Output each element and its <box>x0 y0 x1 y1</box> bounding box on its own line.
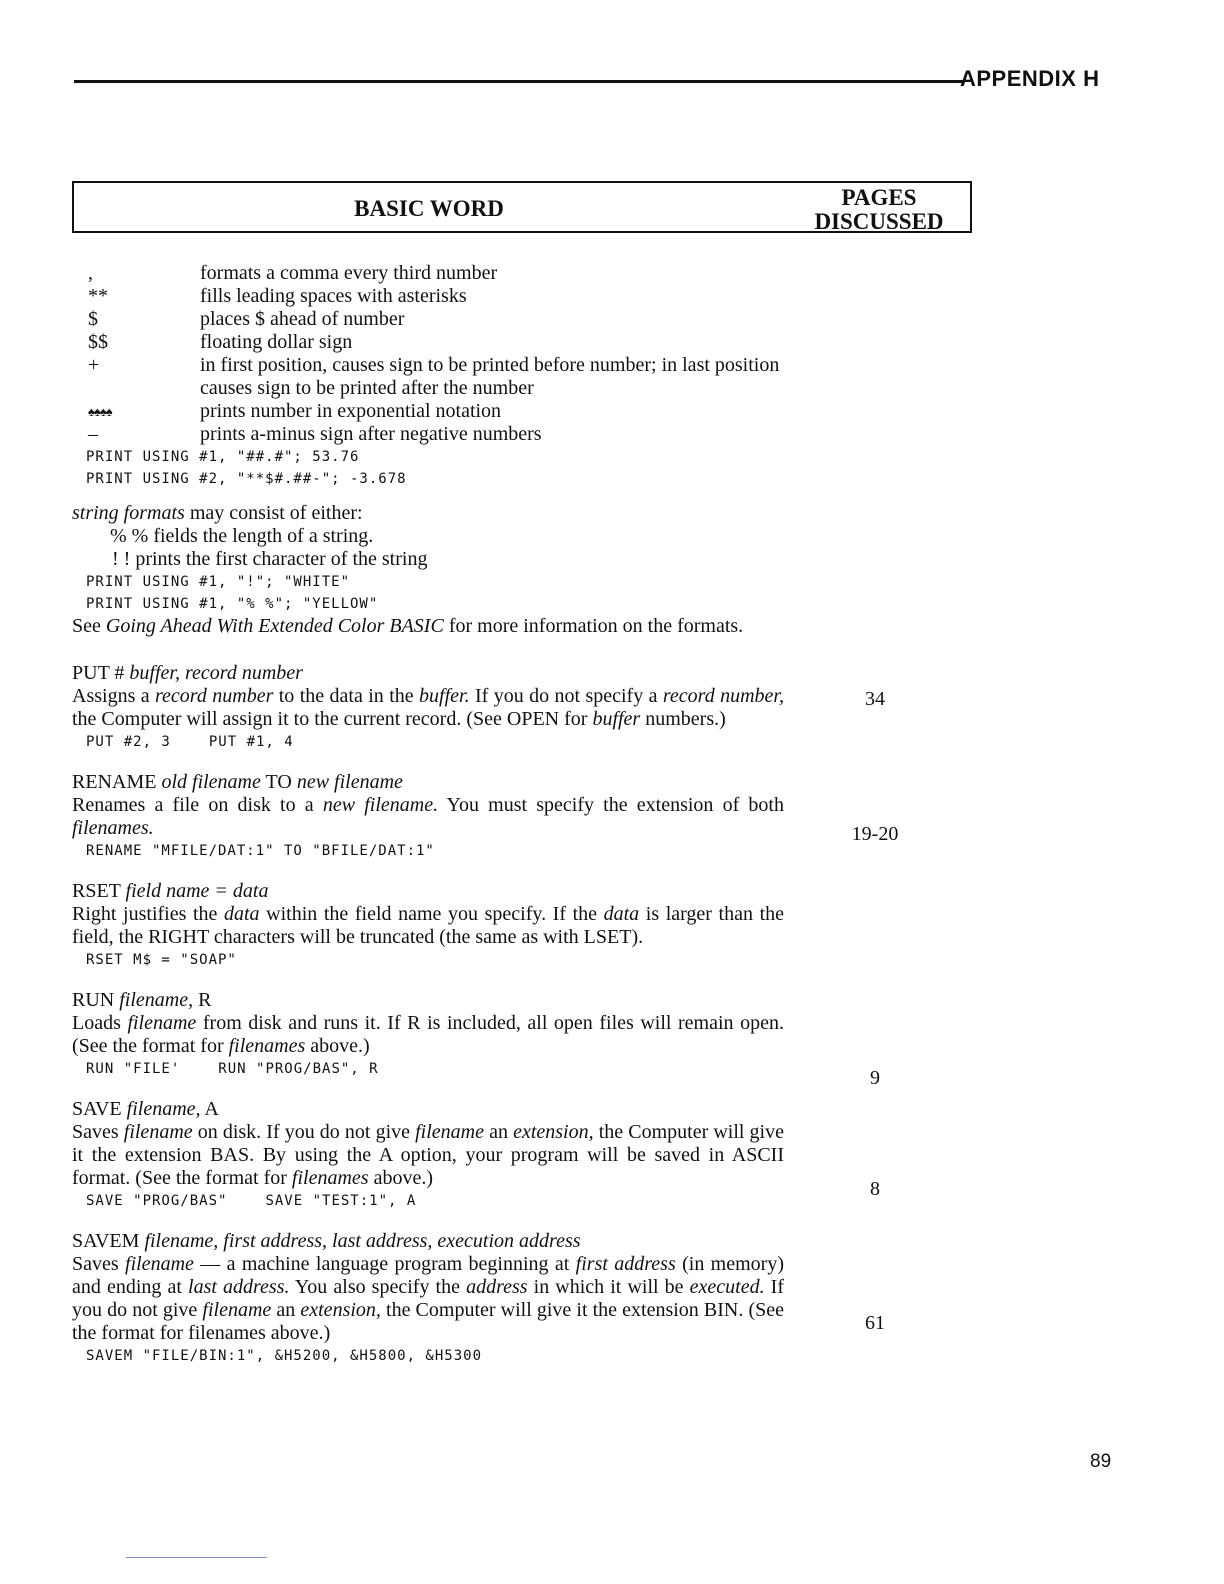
page-ref-rename: 19-20 <box>851 823 899 845</box>
main-content <box>72 262 784 1367</box>
header-rule <box>74 80 964 83</box>
exponential-symbol: ♠♠♠♠ <box>88 404 112 419</box>
entry-put <box>72 662 784 753</box>
entry-title: RUN filename, R <box>72 989 212 1011</box>
format-desc: prints a-minus sign after negative numbers <box>200 423 542 445</box>
arguments: buffer, record number <box>129 662 303 684</box>
entry-rset <box>72 880 784 971</box>
entry-title: SAVEM filename, first address, last address, execution address <box>72 1230 581 1252</box>
format-symbol: ** <box>88 285 108 307</box>
book-title: Going Ahead With Extended Color BASIC <box>105 615 444 637</box>
see-post: for more information on the formats. <box>443 615 744 637</box>
code-example: PUT #2, 3 PUT #1, 4 <box>86 734 294 750</box>
code-example: RUN "FILE' RUN "PROG/BAS", R <box>86 1061 379 1077</box>
code-example: PRINT USING #1, "% %"; "YELLOW" <box>86 596 379 612</box>
entry-desc: Right justifies the data within the field name you specify. If the data is larger than the field, the RIGHT characters will be truncated (the same as with LSET). <box>72 903 785 948</box>
see-pre: See <box>72 615 106 637</box>
pages-discussed-heading <box>794 186 964 234</box>
format-item <box>72 285 784 308</box>
entry-title: RENAME old filename TO new filename <box>72 771 403 793</box>
entry-desc: Renames a file on disk to a new filename. You must specify the extension of both filenames. <box>72 794 784 839</box>
page-ref-put: 34 <box>865 688 885 710</box>
format-symbol: + <box>88 354 100 376</box>
entry-desc: Assigns a record number to the data in the buffer. If you do not specify a record number, the Computer will assign it to the current record. (See OPEN for buffer numbers.) <box>72 685 784 730</box>
entry-rename <box>72 771 784 862</box>
basic-word-heading: BASIC WORD <box>354 196 504 221</box>
keyword: PUT # <box>72 662 130 684</box>
entry-title: RSET field name = data <box>72 880 269 902</box>
entry-title <box>72 662 784 685</box>
format-symbol: $$ <box>88 331 108 353</box>
code-example: PRINT USING #1, "!"; "WHITE" <box>86 574 351 590</box>
code-example: RSET M$ = "SOAP" <box>86 952 237 968</box>
code-example: PRINT USING #1, "##.#"; 53.76 <box>86 449 360 465</box>
code-example: PRINT USING #2, "**$#.##-"; -3.678 <box>86 471 407 487</box>
string-formats-term: string formats <box>72 502 185 524</box>
format-item <box>72 331 784 354</box>
format-symbol: – <box>88 423 98 445</box>
entry-desc: Saves filename — a machine language program beginning at first address (in memory) and ending at last address. You also specify the address in which it will be executed. If you do not give filename an extension, the Computer will give it the extension BIN. (See the format for filenames above.) <box>72 1253 784 1344</box>
string-format-item: % % fields the length of a string. <box>110 525 374 547</box>
table-header <box>72 181 972 233</box>
code-example: SAVEM "FILE/BIN:1", &H5200, &H5800, &H5300 <box>86 1348 483 1364</box>
string-formats-intro <box>72 502 784 525</box>
entry-title: SAVE filename, A <box>72 1098 219 1120</box>
entry-save <box>72 1098 784 1212</box>
format-symbol: $ <box>88 308 98 330</box>
page-number: 89 <box>1090 1451 1112 1472</box>
code-example: RENAME "MFILE/DAT:1" TO "BFILE/DAT:1" <box>86 843 435 859</box>
format-item <box>72 423 784 446</box>
format-item <box>72 262 784 285</box>
bottom-divider <box>126 1557 267 1558</box>
entry-savem <box>72 1230 784 1367</box>
string-formats-section <box>72 502 784 638</box>
format-symbol: , <box>88 262 93 284</box>
page-ref-savem: 61 <box>865 1312 885 1334</box>
format-desc: formats a comma every third number <box>200 262 498 284</box>
page-ref-run: 9 <box>870 1067 880 1089</box>
format-item <box>72 308 784 331</box>
entry-run <box>72 989 784 1080</box>
see-also-text <box>72 615 784 638</box>
appendix-title: APPENDIX H <box>960 66 1100 91</box>
format-item <box>72 400 784 423</box>
format-desc: floating dollar sign <box>200 331 353 353</box>
pages-heading-line1: PAGES <box>841 185 917 210</box>
code-example: SAVE "PROG/BAS" SAVE "TEST:1", A <box>86 1193 417 1209</box>
string-format-item: ! ! prints the first character of the string <box>112 548 428 570</box>
format-desc: places $ ahead of number <box>200 308 405 330</box>
format-item <box>72 354 784 400</box>
format-desc: in first position, causes sign to be printed before number; in last position causes sign to be printed after the number <box>200 354 780 399</box>
format-list <box>72 262 784 446</box>
format-desc: prints number in exponential notation <box>200 400 502 422</box>
entry-desc: Loads filename from disk and runs it. If R is included, all open files will remain open. (See the format for filenames above.) <box>72 1012 784 1057</box>
page-ref-save: 8 <box>870 1178 880 1200</box>
entry-desc: Saves filename on disk. If you do not give filename an extension, the Computer will give it the extension BAS. By using the A option, your program will be saved in ASCII format. (See the format for filenames above.) <box>72 1121 784 1189</box>
intro-text: may consist of either: <box>184 502 363 524</box>
format-desc: fills leading spaces with asterisks <box>200 285 467 307</box>
pages-heading-line2: DISCUSSED <box>814 209 944 234</box>
